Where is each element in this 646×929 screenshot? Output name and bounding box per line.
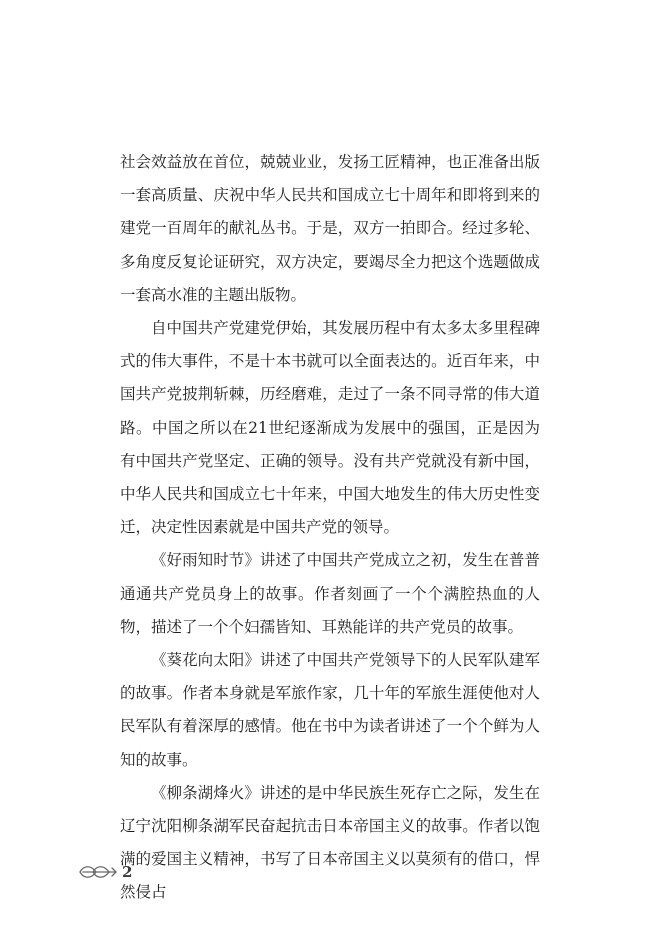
paragraph-5: 《柳条湖烽火》讲述的是中华民族生死存亡之际，发生在辽宁沈阳柳条湖军民奋起抗击日本帝国主义的故事。作者以饱满的爱国主义精神，书写了日本帝国主义以莫须有的借口，悍然侵占	[120, 783, 540, 902]
page-footer	[78, 858, 132, 886]
double-leaf-arrow-icon	[78, 861, 118, 883]
paragraph-1: 社会效益放在首位，兢兢业业，发扬工匠精神，也正准备出版一套高质量、庆祝中华人民共和国成立七十周年和即将到来的建党一百周年的献礼丛书。于是，双方一拍即合。经过多轮、多角度反复论证研究，双方决定，要竭尽全力把这个选题做成一套高水准的主题出版物。	[120, 153, 540, 304]
paragraph-4: 《葵花向太阳》讲述了中国共产党领导下的人民军队建军的故事。作者本身就是军旅作家，几十年的军旅生涯使他对人民军队有着深厚的感情。他在书中为读者讲述了一个个鲜为人知的故事。	[120, 651, 540, 769]
body-text	[120, 146, 540, 910]
paragraph-3: 《好雨知时节》讲述了中国共产党成立之初，发生在普普通通共产党员身上的故事。作者刻画了一个个满腔热血的人物，描述了一个个妇孺皆知、耳熟能详的共产党员的故事。	[120, 551, 540, 636]
paragraph-2: 自中国共产党建党伊始，其发展历程中有太多太多里程碑式的伟大事件，不是十本书就可以全面表达的。近百年来，中国共产党披荆斩棘，历经磨难，走过了一条不同寻常的伟大道路。中国之所以在21世纪逐渐成为发展中的强国，正是因为有中国共产党坚定、正确的领导。没有共产党就没有新中国，中华人民共和国成立七十年来，中国大地发生的伟大历史性变迁，决定性因素就是中国共产党的领导。	[120, 319, 540, 537]
page-number: 2	[122, 863, 133, 881]
